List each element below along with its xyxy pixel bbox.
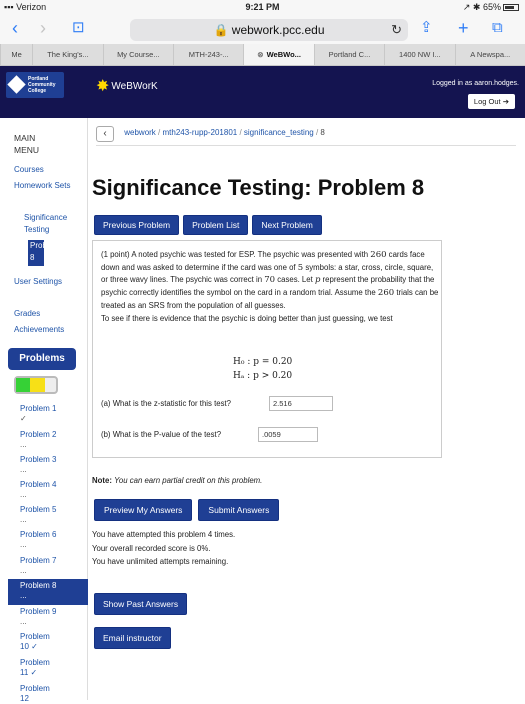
preview-answers-button[interactable]: Preview My Answers [94,499,192,521]
progress-partial [30,378,44,392]
tab-5[interactable]: Portland C... [314,44,384,65]
bookmarks-icon[interactable]: ⊡ [72,19,85,36]
tab-1[interactable]: The King's... [32,44,102,65]
partial-credit-note: Note: You can earn partial credit on this problem. [92,476,263,485]
webwork-header [0,66,525,118]
logout-button[interactable]: Log Out ➔ [468,94,515,109]
math-n: 260 [370,250,387,260]
sidebar-item-achievements[interactable]: Achievements [14,325,65,334]
tab-7[interactable]: A Newspa... [455,44,525,65]
tabs-icon[interactable]: ⧉ [492,19,503,36]
page-title: Significance Testing: Problem 8 [92,175,425,200]
sidebar-item-courses[interactable]: Courses [14,165,44,174]
sidebar-item-problem-8[interactable]: Probl 8 [28,240,44,266]
sidebar-item-homework-sets[interactable]: Homework Sets [14,181,71,190]
sidebar-item-significance-testing[interactable]: Significance Testing [24,213,68,234]
ios-status-bar [0,0,525,14]
math-p: p [314,275,321,286]
problem-box [92,240,442,458]
battery-indicator: ↗ ✱ 65% [463,2,519,13]
clock: 9:21 PM [245,2,280,12]
problem-link[interactable]: Problem 10 ✓ [20,632,50,651]
show-past-answers-button[interactable]: Show Past Answers [94,593,187,615]
problem-link-current[interactable]: Problem 8 ... [8,579,88,605]
back-arrow-icon[interactable]: ‹ [96,126,114,142]
problem-nav [94,215,322,235]
breadcrumb-separator: / [315,128,321,137]
problem-link[interactable]: Problem 2 ... [20,430,57,449]
login-status: Logged in as aaron.hodges. [432,80,519,87]
breadcrumb-course[interactable]: mth243-rupp-201801 [162,128,238,137]
reload-icon[interactable]: ↻ [391,22,402,37]
alt-hypothesis: Hₐ : p > 0.20 [233,371,293,381]
sidebar-item-grades[interactable]: Grades [14,309,41,318]
problem-list-button[interactable]: Problem List [183,215,248,235]
attempts-remaining: You have unlimited attempts remaining. [92,557,229,566]
tab-2[interactable]: My Course... [103,44,173,65]
main-menu-title: MAIN MENU [14,133,40,155]
tab-0[interactable]: Me [0,44,32,65]
previous-problem-button[interactable]: Previous Problem [94,215,179,235]
math-70: 70 [264,275,276,286]
null-hypothesis: H₀ : p = 0.20 [233,357,293,367]
recorded-score: Your overall recorded score is 0%. [92,543,211,553]
email-instructor-button[interactable]: Email instructor [94,627,171,649]
math-5: 5 [297,262,304,273]
attempt-info [92,528,235,569]
tab-6[interactable]: 1400 NW I... [384,44,454,65]
battery-icon [503,4,519,11]
back-icon[interactable]: ‹ [12,18,18,38]
sidebar-item-user-settings[interactable]: User Settings [14,277,63,286]
new-tab-icon[interactable]: + [458,18,469,38]
math-260: 260 [377,288,395,299]
breadcrumb-separator: / [239,128,244,137]
submit-actions [94,499,279,521]
breadcrumb [96,126,516,146]
question-b: (b) What is the P-value of the test? [101,430,222,439]
breadcrumb-webwork[interactable]: webwork [124,128,156,137]
problem-link[interactable]: Problem 12 [20,684,50,703]
question-a: (a) What is the z-statistic for this test? [101,399,231,408]
submit-answers-button[interactable]: Submit Answers [198,499,279,521]
answer-a-input[interactable]: 2.516 [269,396,333,411]
close-tab-icon[interactable]: ⊗ [257,50,264,59]
breadcrumb-problem: 8 [320,128,325,137]
breadcrumb-set[interactable]: significance_testing [243,128,314,137]
webwork-brand[interactable]: ✸ WeBWorK [96,78,158,95]
pcc-logo-mark [7,75,25,93]
breadcrumb-separator: / [158,128,163,137]
next-problem-button[interactable]: Next Problem [252,215,322,235]
problem-link[interactable]: Problem 1 ✓ [20,404,57,423]
attempt-count: You have attempted this problem 4 times. [92,530,236,539]
problems-header: Problems [8,348,76,370]
forward-icon[interactable]: › [40,18,46,38]
progress-bar [14,376,58,394]
problem-statement: (1 point) A noted psychic was tested for ESP. The psychic was presented with 260 cards face down and was asked to determine if the card was one of 5 symbols: a star, cross, circle, square, or three wavy lines. The psychic was correct in 70 cases. Let p represent the probability that the psychic correctly identifies the symbol on the card in a random trial. Assume the 260 trials can be treated as an SRS from the population of all guesses. To see if there is evidence that the psychic is doing better than just guessing, we test [101,250,439,323]
browser-toolbar [0,14,525,44]
share-icon[interactable]: ⇪ [420,19,433,36]
tab-3[interactable]: MTH-243-... [173,44,243,65]
problem-link[interactable]: Problem 3 ... [20,455,57,474]
progress-correct [16,378,30,392]
problem-link[interactable]: Problem 6 ... [20,530,57,549]
problem-link[interactable]: Problem 7 ... [20,556,57,575]
address-bar[interactable]: 🔒 webwork.pcc.edu ↻ [130,19,408,41]
browser-tab-strip [0,44,525,66]
problem-link[interactable]: Problem 5 ... [20,505,57,524]
tab-4-active[interactable]: ⊗ WeBWo... [243,44,313,65]
pcc-logo-text: Portland Community College [28,76,56,94]
answer-b-input[interactable]: .0059 [258,427,318,442]
logout-icon: ➔ [502,97,509,106]
problem-link[interactable]: Problem 9 ... [20,607,57,626]
star-icon: ✸ [96,78,110,95]
sidebar [0,118,88,703]
problem-link[interactable]: Problem 4 ... [20,480,57,499]
problem-link[interactable]: Problem 11 ✓ [20,658,50,677]
pcc-logo[interactable] [6,72,64,98]
carrier-label: ▪▪▪ Verizon [4,2,47,12]
